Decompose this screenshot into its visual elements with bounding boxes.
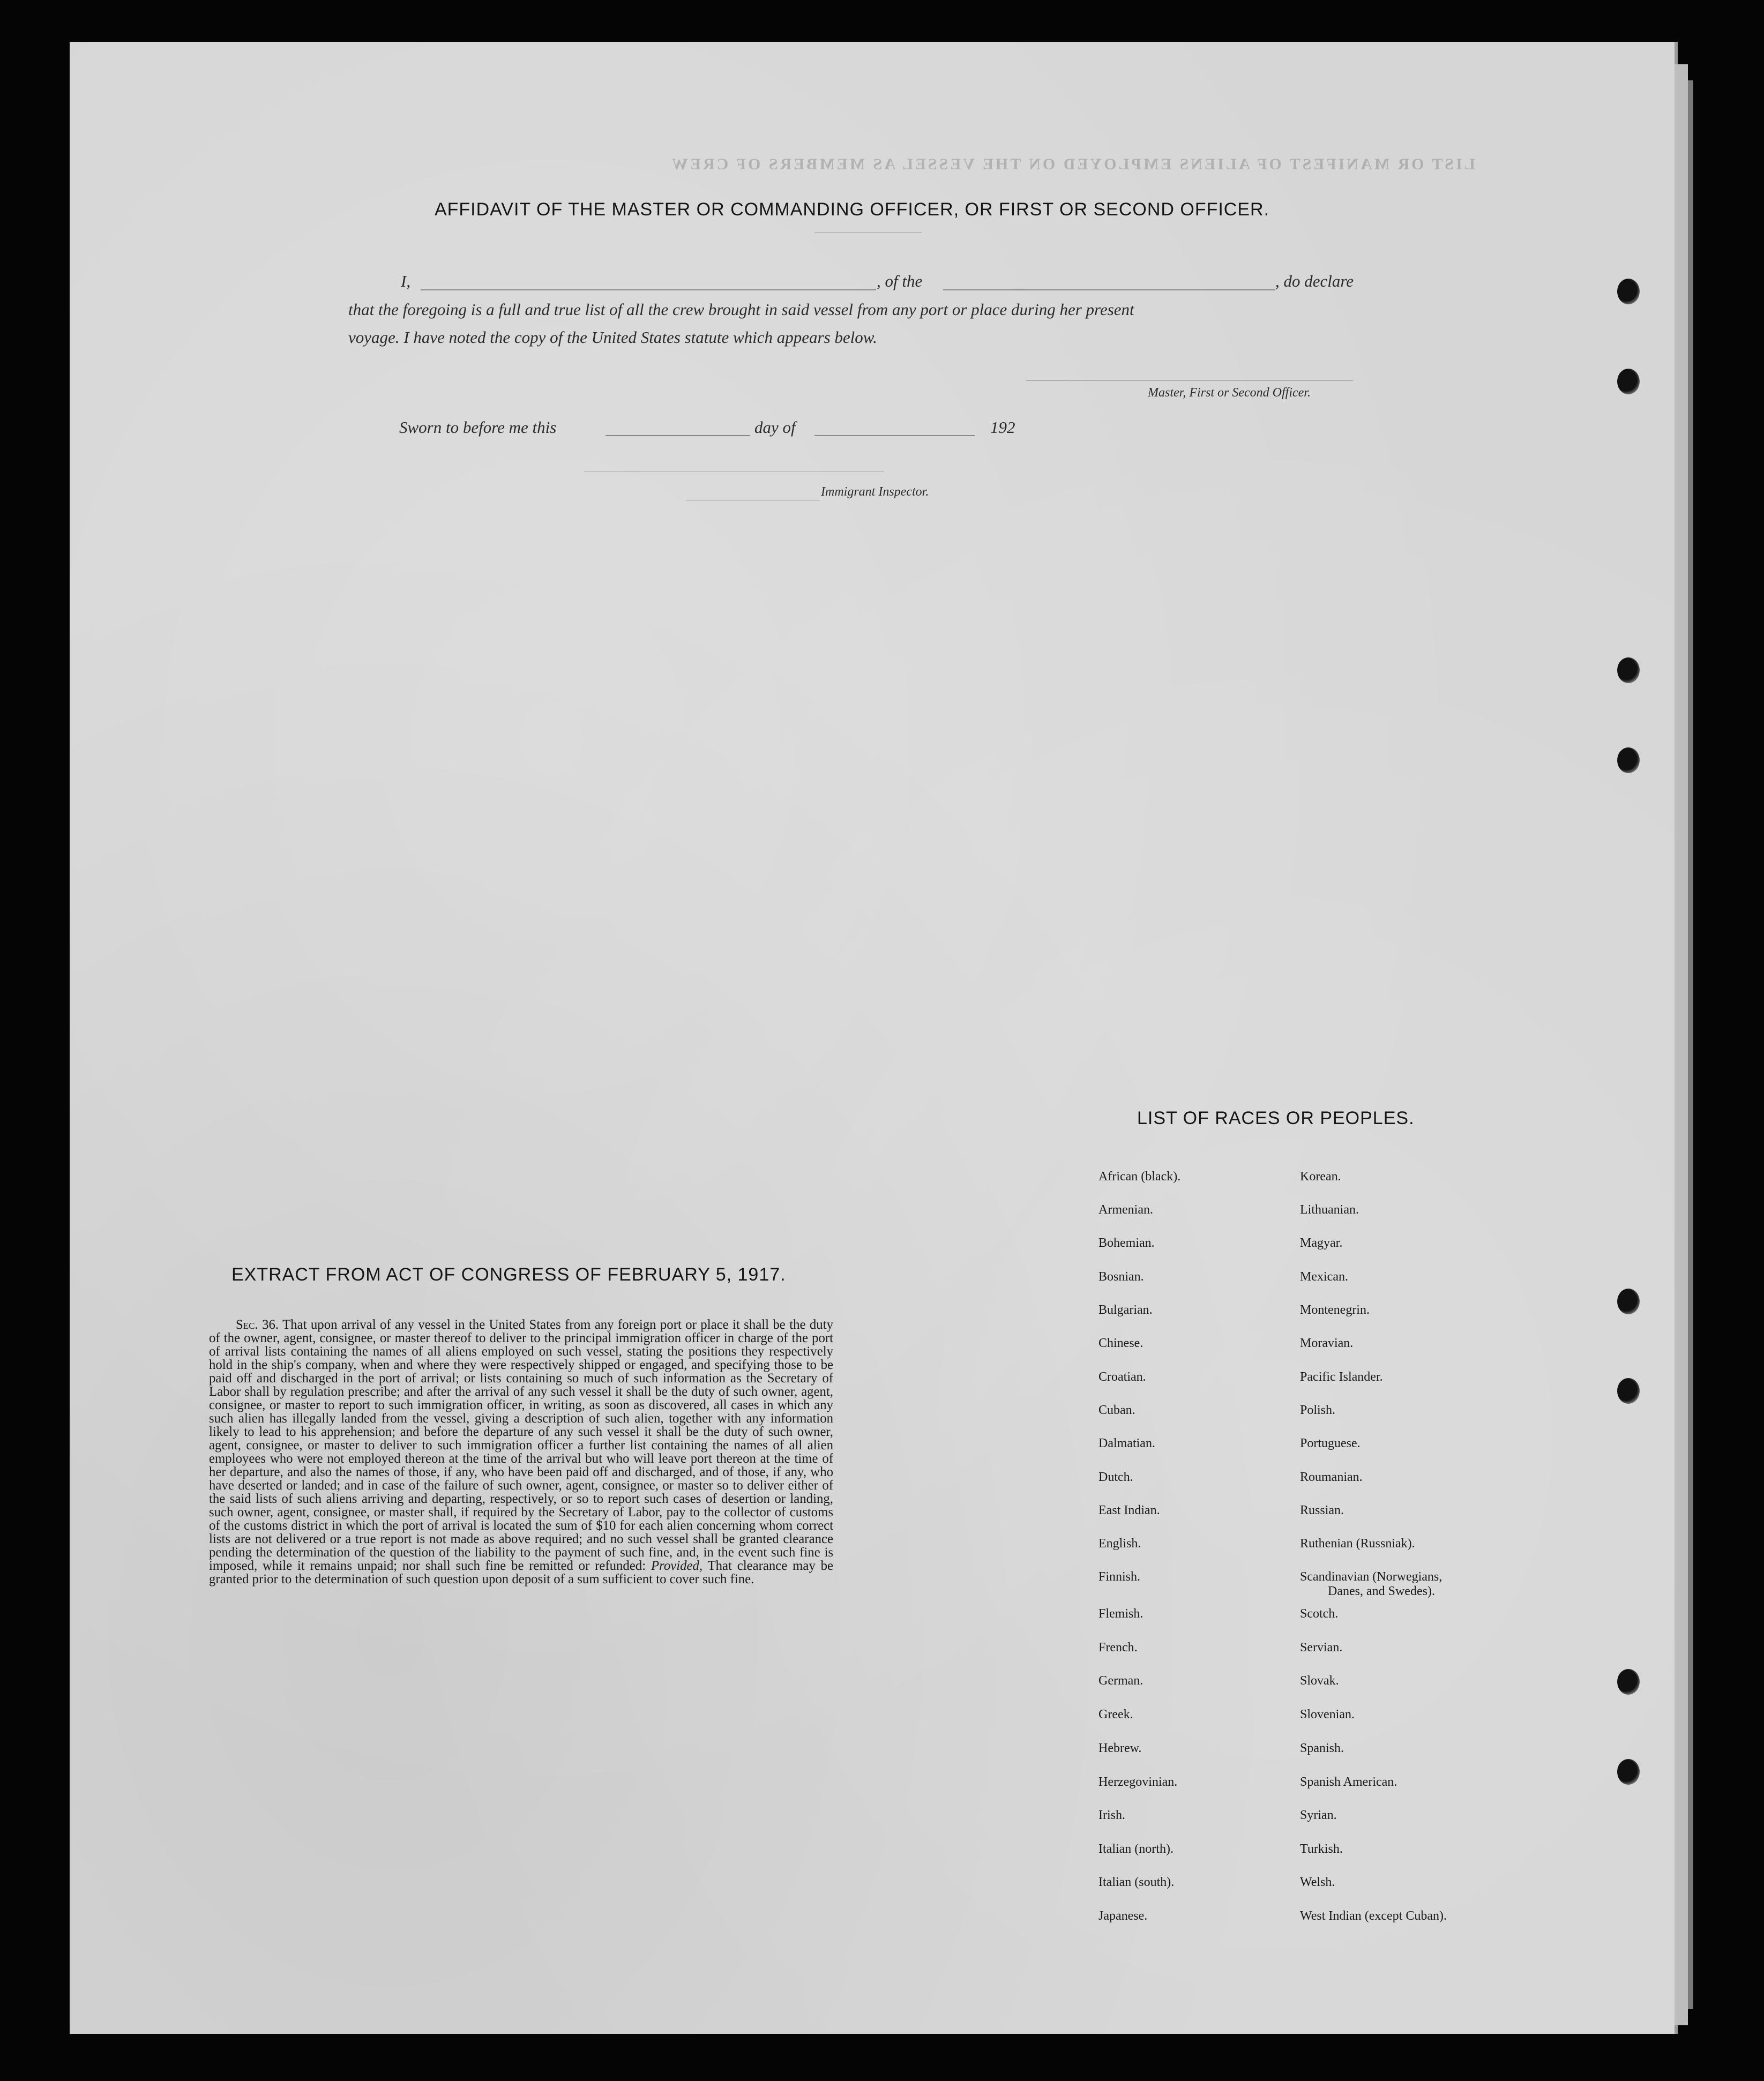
sworn-label: Sworn to before me this — [399, 418, 557, 437]
race-item: Cuban. — [1098, 1403, 1135, 1417]
race-item: Lithuanian. — [1300, 1203, 1359, 1217]
binder-hole — [1617, 657, 1640, 683]
binder-hole — [1617, 1289, 1640, 1314]
race-item: Flemish. — [1098, 1607, 1143, 1621]
extract-body-2: That clearance may be granted prior to the determination of such question upon deposit of a sum sufficient to cover such fine. — [209, 1559, 834, 1586]
race-item: Bulgarian. — [1098, 1303, 1153, 1317]
sworn-day-line — [606, 435, 750, 436]
race-item: Mexican. — [1300, 1270, 1348, 1284]
race-item: Italian (north). — [1098, 1842, 1173, 1856]
race-item: Turkish. — [1300, 1842, 1343, 1856]
race-item: Armenian. — [1098, 1203, 1153, 1217]
races-title: LIST OF RACES OR PEOPLES. — [1137, 1108, 1415, 1128]
race-item: Syrian. — [1300, 1808, 1337, 1822]
race-item: Bosnian. — [1098, 1270, 1144, 1284]
sheet-edge — [1675, 64, 1688, 2025]
binder-hole — [1617, 747, 1640, 773]
extract-body — [209, 1318, 833, 1586]
race-item: Hebrew. — [1098, 1741, 1142, 1755]
binder-hole — [1617, 1378, 1640, 1404]
day-of-label: day of — [754, 418, 796, 437]
affidavit-line2: that the foregoing is a full and true list of all the crew brought in said vessel from any port or place during her present — [348, 300, 1134, 319]
race-item: Slovak. — [1300, 1674, 1339, 1688]
race-item: Japanese. — [1098, 1909, 1148, 1923]
sworn-month-line — [814, 435, 975, 436]
binder-hole — [1617, 1759, 1640, 1785]
race-item: Chinese. — [1098, 1336, 1143, 1350]
vessel-field-line — [943, 289, 1275, 290]
race-item: Dalmatian. — [1098, 1436, 1155, 1450]
race-item-continuation: Danes, and Swedes). — [1328, 1584, 1435, 1598]
race-item: Welsh. — [1300, 1875, 1335, 1889]
binder-hole — [1617, 279, 1640, 304]
master-signature-line — [1026, 380, 1353, 381]
race-item: East Indian. — [1098, 1503, 1160, 1517]
race-item: Ruthenian (Russniak). — [1300, 1537, 1415, 1551]
race-item: Greek. — [1098, 1708, 1133, 1721]
race-item: Bohemian. — [1098, 1236, 1155, 1250]
race-item: Pacific Islander. — [1300, 1370, 1383, 1384]
extract-title: EXTRACT FROM ACT OF CONGRESS OF FEBRUARY 5, 1917. — [231, 1264, 786, 1285]
name-field-line — [421, 289, 876, 290]
affidavit-title: AFFIDAVIT OF THE MASTER OR COMMANDING OFFICER, OR FIRST OR SECOND OFFICER. — [434, 199, 1270, 220]
race-item: Slovenian. — [1300, 1708, 1355, 1721]
race-item: Portuguese. — [1300, 1436, 1361, 1450]
race-item: Italian (south). — [1098, 1875, 1175, 1889]
race-item: Spanish American. — [1300, 1775, 1397, 1789]
bleed-through-text: LIST OR MANIFEST OF ALIENS EMPLOYED ON THE VESSEL AS MEMBERS OF CREW — [670, 155, 1475, 173]
sheet-edge-shadow — [1688, 80, 1693, 2009]
section-number: Sec. 36. — [236, 1318, 279, 1332]
binder-hole — [1617, 369, 1640, 394]
year-prefix: 192 — [990, 418, 1015, 437]
race-item: African (black). — [1098, 1170, 1181, 1184]
master-label: Master, First or Second Officer. — [1148, 386, 1311, 400]
race-item: Montenegrin. — [1300, 1303, 1370, 1317]
affidavit-line3: voyage. I have noted the copy of the United States statute which appears below. — [348, 328, 877, 347]
race-item: Dutch. — [1098, 1470, 1133, 1484]
extract-body-1: That upon arrival of any vessel in the United States from any foreign port or place it shall be the duty of the owner, agent, consignee, or master thereof to deliver to the principal immigration officer in charge of the port of arrival lists containing the names of all aliens employed on such vessel, stating the positions they respectively hold in the ship's company, when and where they were respectively shipped or engaged, and specifying those to be paid off and discharged in the port of arrival; or lists containing so much of such information as the Secretary of Labor shall by regulation prescribe; and after the arrival of any such vessel it shall be the duty of such owner, agent, consignee, or master to report to such immigration officer, in writing, as soon as discovered, all cases in which any such alien has illegally landed from the vessel, giving a description of such alien, together with any information likely to lead to his apprehension; and before the departure of any such vessel it shall be the duty of such owner, agent, consignee, or master to deliver to such immigration officer a further list containing the names of all alien employees who were not employed thereon at the time of the arrival but who will leave port thereon at the time of her departure, and also the names of those, if any, who have been paid off and discharged, and of those, if any, who have deserted or landed; and in case of the failure of such owner, agent, consignee, or master so to deliver either of the said lists of such aliens arriving and departing, respectively, or so to report such cases of desertion or landing, such owner, agent, consignee, or master shall, if required by the Secretary of Labor, pay to the collector of customs of the customs district in which the port of arrival is located the sum of $10 for each alien concerning whom correct lists are not delivered or a true report is not made as above required; and no such vessel shall be granted clearance pending the determination of the question of the liability to the payment of such fine, and, in the event such fine is imposed, while it remains unpaid; nor shall such fine be remitted or refunded: — [209, 1318, 833, 1573]
race-item: Croatian. — [1098, 1370, 1146, 1384]
affidavit-do-declare: , do declare — [1275, 272, 1354, 290]
race-item: Scandinavian (Norwegians, — [1300, 1570, 1442, 1584]
provided-word: Provided, — [651, 1559, 703, 1573]
affidavit-i: I, — [401, 272, 411, 290]
inspector-line-upper — [584, 471, 884, 472]
race-item: Magyar. — [1300, 1236, 1343, 1250]
race-item: Moravian. — [1300, 1336, 1354, 1350]
inspector-label: Immigrant Inspector. — [821, 485, 929, 499]
race-item: English. — [1098, 1537, 1141, 1551]
race-item: Finnish. — [1098, 1570, 1141, 1584]
race-item: Russian. — [1300, 1503, 1344, 1517]
race-item: Roumanian. — [1300, 1470, 1363, 1484]
race-item: French. — [1098, 1641, 1138, 1655]
race-item: Polish. — [1300, 1403, 1336, 1417]
race-item: Spanish. — [1300, 1741, 1344, 1755]
race-item: Herzegovinian. — [1098, 1775, 1178, 1789]
race-item: Korean. — [1300, 1170, 1341, 1184]
race-item: Scotch. — [1300, 1607, 1339, 1621]
race-item: Irish. — [1098, 1808, 1125, 1822]
binder-hole — [1617, 1669, 1640, 1695]
affidavit-of-the: , of the — [877, 272, 923, 290]
race-item: Servian. — [1300, 1641, 1343, 1655]
race-item: West Indian (except Cuban). — [1300, 1909, 1447, 1923]
race-item: German. — [1098, 1674, 1143, 1688]
